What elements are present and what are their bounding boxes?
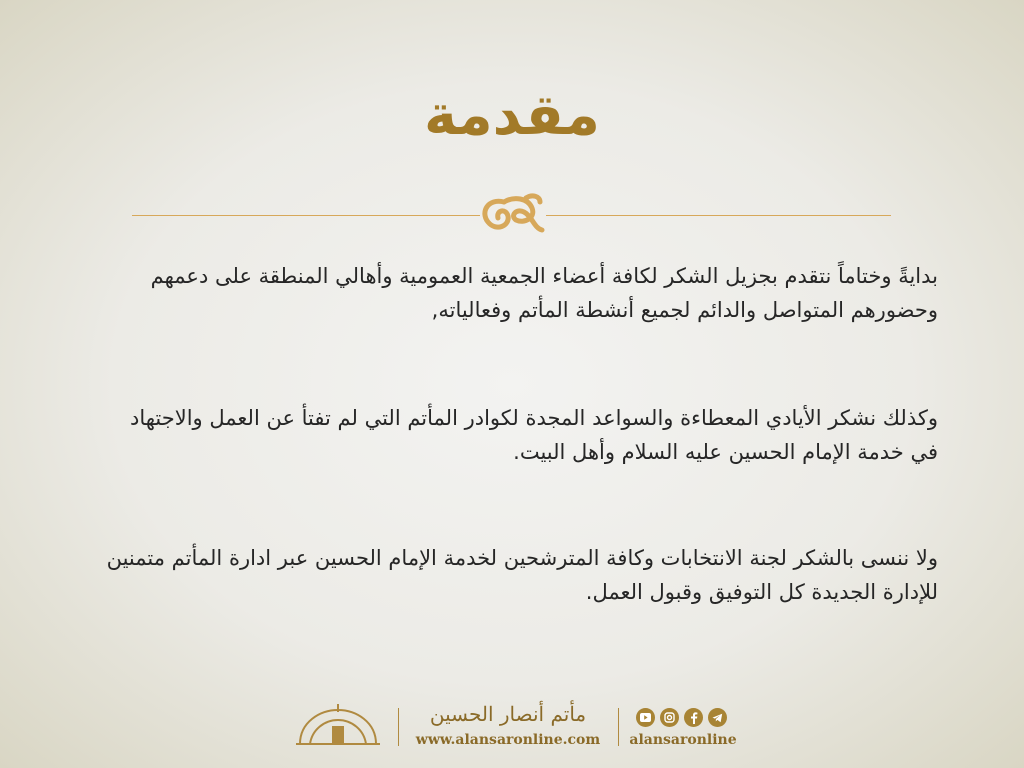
ornament-divider-left [132, 215, 480, 216]
footer-divider [618, 708, 619, 746]
paragraph-thanks-election-committee: ولا ننسى بالشكر لجنة الانتخابات وكافة المترشحين لخدمة الإمام الحسين عبر ادارة المأتم متمنين للإدارة الجديدة كل التوفيق وقبول العمل. [106, 546, 938, 604]
footer-branding [290, 694, 740, 756]
facebook-icon[interactable] [684, 708, 703, 727]
social-icons [636, 708, 727, 728]
mosque-logo-icon [290, 702, 386, 750]
org-name-arabic: مأتم أنصار الحسين [429, 702, 587, 726]
instagram-icon[interactable] [660, 708, 679, 727]
website-link[interactable]: www.alansaronline.com [415, 732, 601, 748]
social-handle[interactable]: alansaronline [629, 732, 737, 748]
ornament-divider-right [546, 215, 891, 216]
paragraph-thanks-staff: وكذلك نشكر الأيادي المعطاءة والسواعد المجدة لكوادر المأتم التي لم تفتأ عن العمل والاجتهاد في خدمة الإمام الحسين عليه السلام وأهل البيت. [130, 406, 938, 464]
footer-divider [398, 708, 399, 746]
flourish-ornament-icon [474, 190, 554, 238]
youtube-icon[interactable] [636, 708, 655, 727]
slide-title: مقدمة [424, 83, 600, 148]
paragraph-thanks-assembly: بدايةً وختاماً نتقدم بجزيل الشكر لكافة أعضاء الجمعية العمومية وأهالي المنطقة على دعمهم وحضورهم المتواصل والدائم لجميع أنشطة المأتم وفعالياته, [150, 264, 938, 322]
telegram-icon[interactable] [708, 708, 727, 727]
